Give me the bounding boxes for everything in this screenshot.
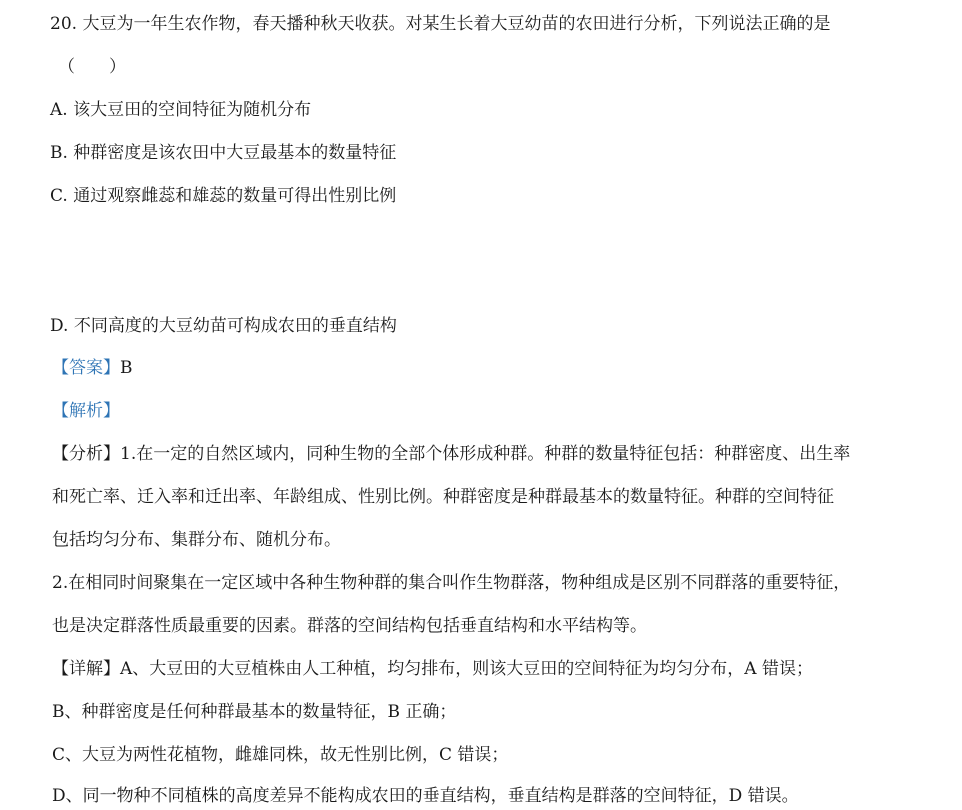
option-c: C. 通过观察雌蕊和雄蕊的数量可得出性别比例 bbox=[50, 186, 397, 206]
analysis-tag: 【解析】 bbox=[52, 401, 120, 421]
option-d: D. 不同高度的大豆幼苗可构成农田的垂直结构 bbox=[50, 316, 397, 336]
fenxi-text-1: 1.在一定的自然区域内，同种生物的全部个体形成种群。种群的数量特征包括：种群密度、出生率 bbox=[120, 444, 851, 464]
detail-line-1 bbox=[52, 657, 813, 681]
answer-blank: （ ） bbox=[58, 57, 126, 77]
detail-text-1: A、大豆田的大豆植株由人工种植，均匀排布，则该大豆田的空间特征为均匀分布，A 错误； bbox=[120, 659, 813, 679]
option-a: A. 该大豆田的空间特征为随机分布 bbox=[50, 100, 312, 120]
fenxi-line-5: 也是决定群落性质最重要的因素。群落的空间结构包括垂直结构和水平结构等。 bbox=[52, 616, 647, 636]
detail-line-2: B、种群密度是任何种群最基本的数量特征，B 正确； bbox=[52, 702, 457, 722]
fenxi-line-3: 包括均匀分布、集群分布、随机分布。 bbox=[52, 530, 341, 550]
detail-line-3: C、大豆为两性花植物，雌雄同株，故无性别比例，C 错误； bbox=[52, 745, 509, 765]
answer-tag: 【答案】 bbox=[52, 358, 120, 378]
fenxi-line-4: 2.在相同时间聚集在一定区域中各种生物种群的集合叫作生物群落，物种组成是区别不同群落的重要特征， bbox=[52, 573, 851, 593]
answer-value: B bbox=[120, 358, 133, 378]
fenxi-line-1 bbox=[52, 442, 850, 466]
detail-line-4: D、同一物种不同植株的高度差异不能构成农田的垂直结构，垂直结构是群落的空间特征，D 错误。 bbox=[52, 786, 799, 806]
detail-tag: 【详解】 bbox=[52, 659, 120, 679]
answer-line bbox=[52, 356, 133, 380]
fenxi-tag: 【分析】 bbox=[52, 444, 120, 464]
question-stem: 20. 大豆为一年生农作物，春天播种秋天收获。对某生长着大豆幼苗的农田进行分析，下列说法正确的是 bbox=[50, 14, 831, 34]
option-b: B. 种群密度是该农田中大豆最基本的数量特征 bbox=[50, 143, 397, 163]
fenxi-line-2: 和死亡率、迁入率和迁出率、年龄组成、性别比例。种群密度是种群最基本的数量特征。种群的空间特征 bbox=[52, 487, 834, 507]
analysis-heading bbox=[52, 399, 120, 423]
